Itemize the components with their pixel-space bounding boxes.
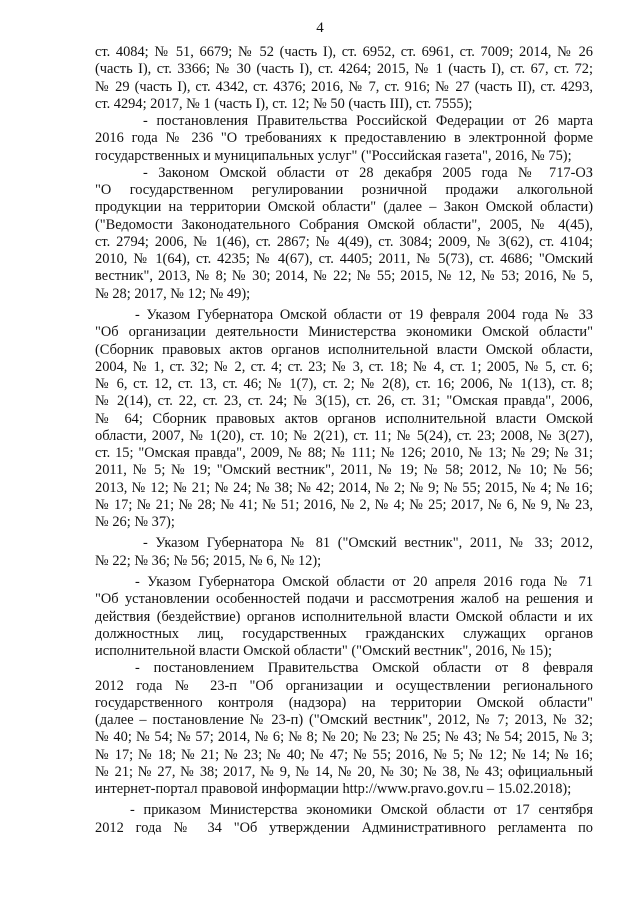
text-line: ст. 4084; № 51, 6679; № 52 (часть I), ст. 6952, ст. 6961, ст. 7009; 2014, № 26 xyxy=(95,44,593,60)
text-line: должностных лиц, государственных гражданских служащих органов xyxy=(95,625,593,642)
text-line: 2013, № 12; № 21; № 24; № 38; № 42; 2014, № 2; № 9; № 55; 2015, № 4; № 16; xyxy=(95,479,593,496)
text-line: "Об установлении особенностей подачи и рассмотрения жалоб на решения и xyxy=(95,591,593,608)
text-line: - Указом Губернатора Омской области от 19 февраля 2004 года № 33 xyxy=(135,306,593,323)
text-line: - Законом Омской области от 28 декабря 2005 года № 717-ОЗ xyxy=(143,164,593,181)
paragraph-2 xyxy=(95,113,593,165)
text-line: ст. 4294; 2017, № 1 (часть I), ст. 12; № 50 (часть III), ст. 7555); xyxy=(95,95,473,112)
text-line: области, 2007, № 1(20), ст. 10; № 2(21), ст. 11; № 5(24), ст. 23; 2008, № 3(27), xyxy=(95,427,593,444)
text-line: - постановления Правительства Российской Федерации от 26 марта xyxy=(143,113,593,130)
text-line: "О государственном регулировании розничной продажи алкогольной xyxy=(95,182,593,199)
text-line: ("Ведомости Законодательного Собрания Омской области", 2005, № 4(45), xyxy=(95,216,593,233)
text-line: (далее – постановление № 23-п) ("Омский вестник", 2012, № 7; 2013, № 32; xyxy=(95,712,593,729)
text-line: № 26; № 37); xyxy=(95,514,175,531)
text-line: № 22; № 36; № 56; 2015, № 6, № 12); xyxy=(95,552,322,569)
text-line: 2012 года № 34 "Об утверждении Административного регламента по xyxy=(95,819,593,836)
paragraph-1 xyxy=(95,44,593,113)
text-line: № 21; № 27, № 38; 2017, № 9, № 14, № 20, № 30; № 38, № 43; официальный xyxy=(95,763,593,780)
text-line: - приказом Министерства экономики Омской области от 17 сентября xyxy=(130,802,593,819)
paragraph-7 xyxy=(95,660,593,798)
text-line: № 17; № 18; № 21; № 23; № 40; № 47; № 55; 2016, № 5; № 12; № 14; № 16; xyxy=(95,746,593,763)
paragraph-3 xyxy=(95,165,593,303)
text-line: № 64; Сборник правовых актов органов исполнительной власти Омской xyxy=(95,410,593,427)
text-line: "Об организации деятельности Министерства экономики Омской области" xyxy=(95,324,593,341)
text-line: 2004, № 1, ст. 32; № 2, ст. 4; ст. 23; № 3, ст. 18; № 4, ст. 1; 2005, № 5, ст. 6; xyxy=(95,358,593,375)
text-line: 2011, № 5; № 19; "Омский вестник", 2011, № 19; № 58; 2012, № 10; № 56; xyxy=(95,462,593,479)
text-line: - Указом Губернатора № 81 ("Омский вестник", 2011, № 33; 2012, xyxy=(143,535,593,552)
text-line: государственных и муниципальных услуг" ("Российская газета", 2016, № 75); xyxy=(95,147,572,164)
text-line: № 29 (часть I), ст. 4342, ст. 4376; 2016, № 7, ст. 916; № 27 (часть II), ст. 4293, xyxy=(95,78,593,95)
text-line: 2016 года № 236 "О требованиях к предоставлению в электронной форме xyxy=(95,130,593,147)
text-line: 2010, № 1(64), ст. 4235; № 4(67), ст. 4405; 2011, № 5(73), ст. 4686; "Омский xyxy=(95,251,593,268)
text-line: продукции на территории Омской области" (далее – Закон Омской области) xyxy=(95,199,593,216)
text-line: вестник", 2013, № 8; № 30; 2014, № 22; № 55; 2015, № 12, № 53; 2016, № 5, xyxy=(95,268,593,285)
text-line: (Сборник правовых актов органов исполнительной власти Омской области, xyxy=(95,341,593,358)
paragraph-5 xyxy=(95,535,593,570)
text-line: исполнительной власти Омской области" ("Омский вестник", 2016, № 15); xyxy=(95,643,552,660)
paragraph-4 xyxy=(95,307,593,531)
text-line: (часть I), ст. 3366; № 30 (часть I), ст. 4264; 2015, № 1 (часть I), ст. 67, ст. 72; xyxy=(95,61,593,78)
text-line: государственного контроля (надзора) на территории Омской области" xyxy=(95,694,593,711)
paragraph-8 xyxy=(95,802,593,837)
text-line: № 28; 2017, № 12; № 49); xyxy=(95,285,251,302)
page-number: 4 xyxy=(316,20,324,36)
text-line: ст. 15; "Омская правда", 2009, № 88; № 111; № 126; 2010, № 13; № 29; № 31; xyxy=(95,445,593,462)
text-line: № 40; № 54; № 57; 2014, № 6; № 8; № 20; № 23; № 25; № 43; № 54; 2015, № 3; xyxy=(95,729,593,746)
text-line: 2012 года № 23-п "Об организации и осуществлении регионального xyxy=(95,677,593,694)
text-line: интернет-портал правовой информации http://www.pravo.gov.ru – 15.02.2018); xyxy=(95,781,572,798)
text-line: № 6, ст. 12, ст. 13, ст. 46; № 1(7), ст. 2; № 2(8), ст. 16; 2006, № 1(13), ст. 8; xyxy=(95,376,593,393)
text-line: - Указом Губернатора Омской области от 20 апреля 2016 года № 71 xyxy=(135,573,593,590)
text-line: ст. 2794; 2006, № 1(46), ст. 2867; № 4(49), ст. 3084; 2009, № 3(62), ст. 4104; xyxy=(95,233,593,250)
text-line: № 2(14), ст. 22, ст. 23, ст. 24; № 3(15), ст. 26, ст. 31; "Омская правда", 2006, xyxy=(95,393,593,410)
text-line: № 17; № 21; № 28; № 41; № 51; 2016, № 2, № 4; № 25; 2017, № 6, № 9, № 23, xyxy=(95,496,593,513)
text-line: - постановлением Правительства Омской области от 8 февраля xyxy=(135,660,593,677)
paragraph-6 xyxy=(95,574,593,660)
document-body xyxy=(95,44,593,837)
text-line: действия (бездействие) органов исполнительной власти Омской области и их xyxy=(95,608,593,625)
